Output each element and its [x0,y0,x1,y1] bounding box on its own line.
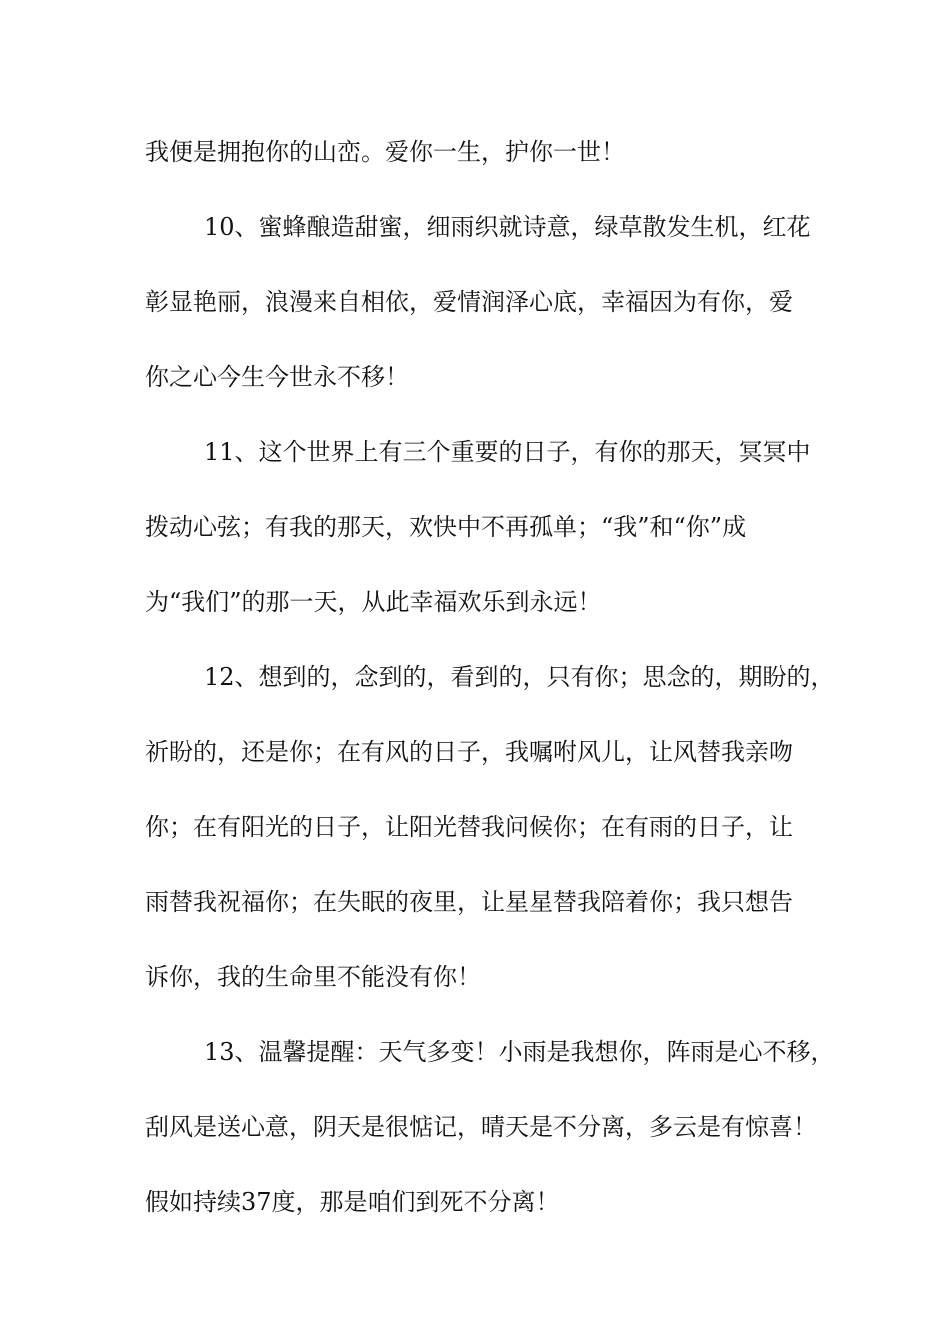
paragraph-11-first-line: 11、这个世界上有三个重要的日子，有你的那天，冥冥中 [204,438,811,466]
text-line: 祈盼的，还是你；在有风的日子，我嘱咐风儿，让风替我亲吻 [145,738,793,766]
paragraph-10-first-line: 10、蜜蜂酿造甜蜜，细雨织就诗意，绿草散发生机，红花 [204,213,811,241]
text-line: 诉你，我的生命里不能没有你！ [145,963,481,991]
paragraph-13-first-line: 13、温馨提醒：天气多变！小雨是我想你，阵雨是心不移， [204,1038,835,1066]
text-line: 彰显艳丽，浪漫来自相依，爱情润泽心底，幸福因为有你，爱 [145,288,793,316]
text-line: 刮风是送心意，阴天是很惦记，晴天是不分离，多云是有惊喜！ [145,1113,817,1141]
paragraph-12-first-line: 12、想到的，念到的，看到的，只有你；思念的，期盼的， [204,663,835,691]
text-line: 你之心今生今世永不移！ [145,363,409,391]
text-line: 为“我们”的那一天，从此幸福欢乐到永远！ [145,588,602,616]
text-line: 我便是拥抱你的山峦。爱你一生，护你一世！ [145,138,625,166]
text-line: 拨动心弦；有我的那天，欢快中不再孤单；“我”和“你”成 [145,513,747,541]
text-line: 雨替我祝福你；在失眠的夜里，让星星替我陪着你；我只想告 [145,888,793,916]
text-line: 你；在有阳光的日子，让阳光替我问候你；在有雨的日子，让 [145,813,793,841]
text-line: 假如持续37度，那是咱们到死不分离！ [145,1188,560,1216]
